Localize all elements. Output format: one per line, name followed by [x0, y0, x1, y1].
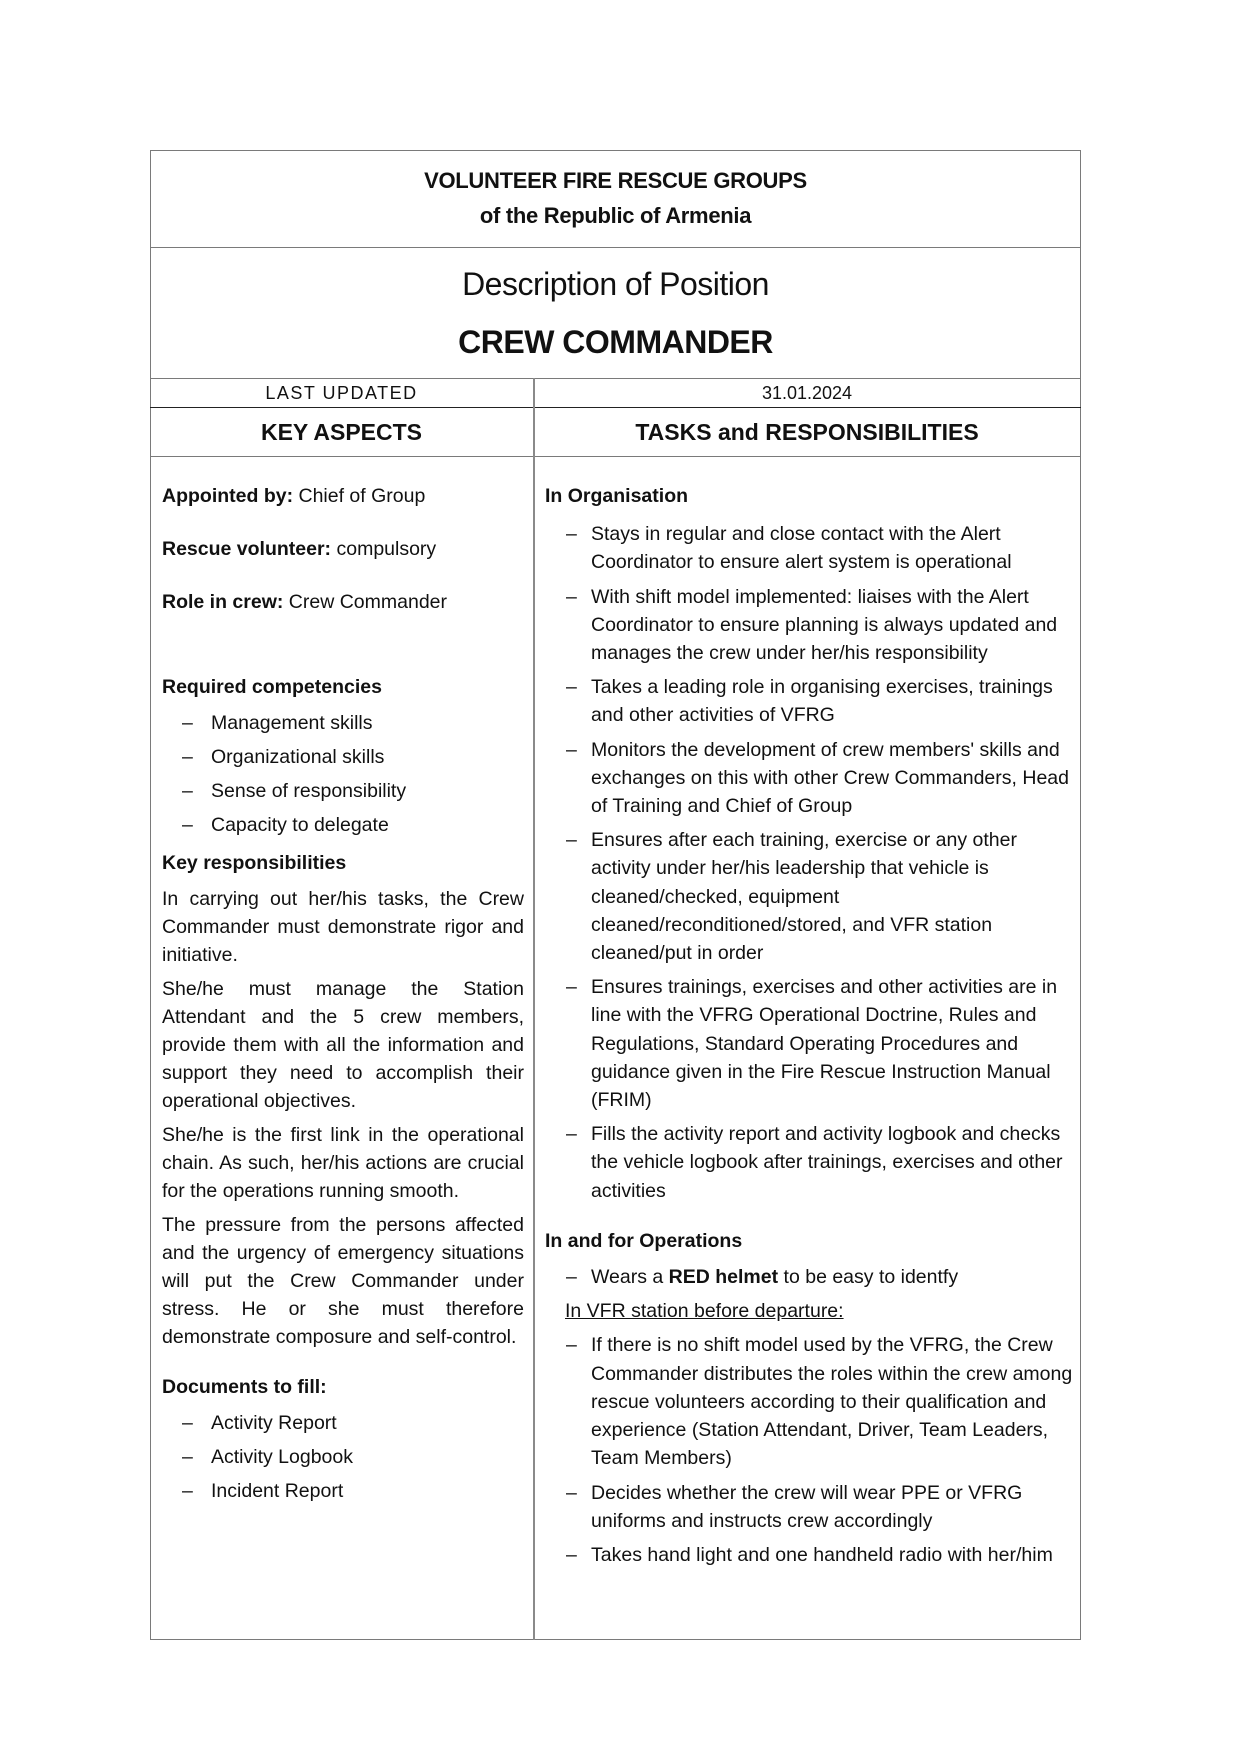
- list-item: – Decides whether the crew will wear PPE or VFRG uniforms and instructs crew accordingly: [545, 1479, 1075, 1535]
- rescue-volunteer-value: compulsory: [331, 538, 437, 560]
- list-item: – Ensures after each training, exercise or any other activity under her/his leadership that vehicle is cleaned/checked, equipment cleaned/reconditioned/stored, and VFR station cleaned/put in order: [545, 826, 1075, 967]
- document-type: Description of Position: [462, 266, 769, 302]
- role-in-crew-label: Role in crew:: [162, 591, 284, 613]
- key-responsibilities-heading: Key responsibilities: [162, 852, 347, 874]
- helmet-emphasis: RED helmet: [668, 1266, 779, 1289]
- operations-list: [545, 1263, 1075, 1291]
- last-updated-value: 31.01.2024: [761, 383, 853, 403]
- list-item: – Takes a leading role in organising exercises, trainings and other activities of VFRG: [545, 673, 1075, 729]
- organization-name: VOLUNTEER FIRE RESCUE GROUPS: [424, 168, 807, 193]
- position-title: CREW COMMANDER: [458, 324, 773, 360]
- list-item: – Organizational skills: [162, 743, 524, 771]
- list-item: [545, 1263, 1075, 1291]
- list-item: – Monitors the development of crew members' skills and exchanges on this with other Crew Commanders, Head of Training and Chief of Group: [545, 736, 1075, 821]
- role-in-crew-value: Crew Commander: [283, 591, 448, 613]
- organisation-list: [545, 520, 1075, 1205]
- list-item: – Management skills: [162, 709, 524, 737]
- station-subheading: In VFR station before departure:: [565, 1300, 844, 1323]
- responsibility-paragraph: In carrying out her/his tasks, the Crew Commander must demonstrate rigor and initiative.: [162, 888, 524, 966]
- tasks-heading: TASKS and RESPONSIBILITIES: [635, 419, 979, 445]
- list-item: – Ensures trainings, exercises and other activities are in line with the VFRG Operational Doctrine, Rules and Regulations, Standard Operating Procedures and guidance given in the Fire Rescue Instruction Manual (FRIM): [545, 973, 1075, 1114]
- station-list: [545, 1331, 1075, 1569]
- list-item: – Sense of responsibility: [162, 777, 524, 805]
- organisation-heading: In Organisation: [545, 485, 689, 507]
- helmet-text: to be easy to identfy: [778, 1266, 959, 1289]
- list-item: – Takes hand light and one handheld radio with her/him: [545, 1541, 1075, 1569]
- responsibility-paragraph: She/he must manage the Station Attendant and the 5 crew members, provide them with all the information and support they need to accomplish their operational objectives.: [162, 978, 524, 1112]
- responsibility-paragraph: She/he is the first link in the operational chain. As such, her/his actions are crucial for the operations running smooth.: [162, 1124, 524, 1202]
- helmet-text: Wears a: [591, 1266, 669, 1289]
- rescue-volunteer: [162, 535, 524, 563]
- list-item: – Activity Logbook: [162, 1443, 524, 1471]
- list-item: – Incident Report: [162, 1477, 524, 1505]
- divider-column-headers: [150, 456, 1081, 457]
- competencies-list: [162, 709, 524, 839]
- documents-list: [162, 1409, 524, 1505]
- responsibility-paragraph: The pressure from the persons affected and the urgency of emergency situations will put the Crew Commander under stress. He or she must therefore demonstrate composure and self-control.: [162, 1214, 524, 1348]
- role-in-crew: [162, 588, 524, 616]
- documents-heading: Documents to fill:: [162, 1376, 327, 1398]
- divider-header: [150, 247, 1081, 248]
- tasks-column: [545, 482, 1075, 1575]
- column-divider: [533, 378, 535, 1640]
- list-item: – With shift model implemented: liaises with the Alert Coordinator to ensure planning is always updated and manages the crew under her/his responsibility: [545, 583, 1075, 668]
- list-item: – Capacity to delegate: [162, 811, 524, 839]
- operations-heading: In and for Operations: [545, 1229, 743, 1252]
- divider-title: [150, 378, 1081, 379]
- list-item: – Activity Report: [162, 1409, 524, 1437]
- list-item: – If there is no shift model used by the VFRG, the Crew Commander distributes the roles within the crew among rescue volunteers according to their qualification and experience (Station Attendant, Driver, Team Leaders, Team Members): [545, 1331, 1075, 1472]
- key-aspects-column: [162, 482, 524, 1511]
- organization-country: of the Republic of Armenia: [479, 203, 752, 228]
- divider-last-updated: [150, 407, 1081, 408]
- list-item: – Stays in regular and close contact with the Alert Coordinator to ensure alert system is operational: [545, 520, 1075, 576]
- appointed-by: [162, 482, 524, 510]
- rescue-volunteer-label: Rescue volunteer:: [162, 538, 332, 560]
- competencies-heading: Required competencies: [162, 676, 382, 698]
- key-aspects-heading: KEY ASPECTS: [260, 419, 423, 445]
- list-item: – Fills the activity report and activity logbook and checks the vehicle logbook after trainings, exercises and other activities: [545, 1120, 1075, 1205]
- appointed-by-value: Chief of Group: [293, 485, 426, 507]
- appointed-by-label: Appointed by:: [162, 485, 294, 507]
- last-updated-label: LAST UPDATED: [265, 383, 418, 403]
